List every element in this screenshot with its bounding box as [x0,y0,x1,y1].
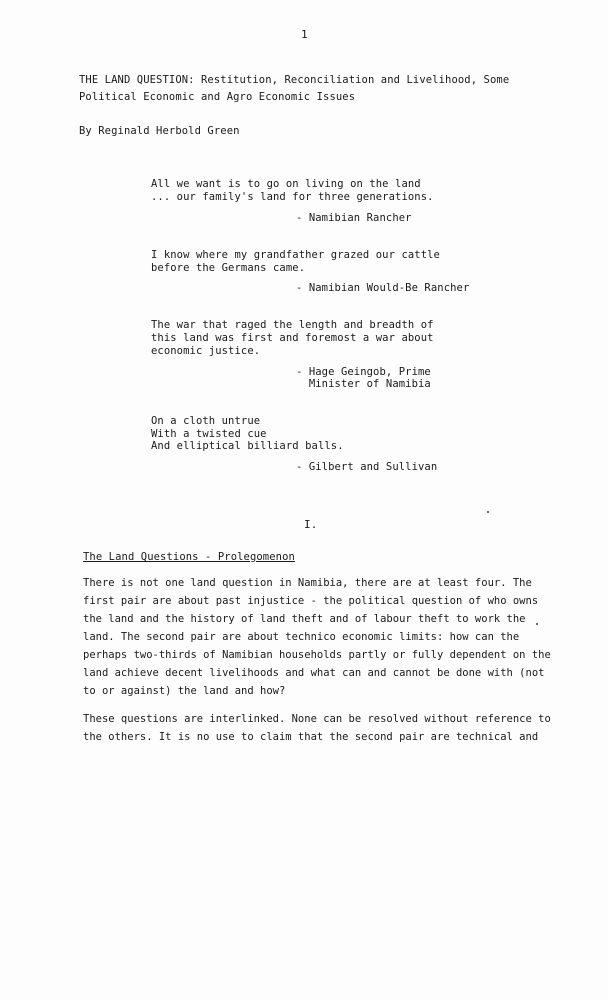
scan-speck [536,623,538,625]
title-line-2: Political Economic and Agro Economic Issues [79,91,356,103]
epigraph-3-attribution-1: - Hage Geingob, Prime [296,366,431,378]
paragraph-2-line-1: These questions are interlinked. None can be resolved without reference to [83,713,551,725]
epigraph-4-line-1: On a cloth untrue [151,415,261,427]
paragraph-1-line-7: to or against) the land and how? [83,685,286,697]
epigraph-2-line-1: I know where my grandfather grazed our cattle [151,249,440,261]
page-number: 1 [301,28,308,41]
author-byline: By Reginald Herbold Green [79,125,240,137]
epigraph-4-attribution: - Gilbert and Sullivan [296,461,438,473]
section-heading: The Land Questions - Prolegomenon [83,551,295,563]
epigraph-2-line-2: before the Germans came. [151,262,306,274]
paragraph-1-line-6: land achieve decent livelihoods and what can and cannot be done with (not [83,667,545,679]
section-number: I. [304,518,318,531]
epigraph-3-line-2: this land was first and foremost a war about [151,332,434,344]
epigraph-1-line-2: ... our family's land for three generations. [151,191,434,203]
epigraph-3-attribution-2: Minister of Namibia [296,378,431,390]
paragraph-1-line-5: perhaps two-thirds of Namibian households partly or fully dependent on the [83,649,551,661]
scan-speck [487,511,489,513]
title-line-1: THE LAND QUESTION: Restitution, Reconciliation and Livelihood, Some [79,74,510,86]
paragraph-2-line-2: the others. It is no use to claim that the second pair are technical and [83,731,539,743]
epigraph-3-line-1: The war that raged the length and breadth of [151,319,434,331]
epigraph-1-attribution: - Namibian Rancher [296,212,412,224]
paragraph-1-line-2: first pair are about past injustice - the political question of who owns [83,595,539,607]
epigraph-3-line-3: economic justice. [151,345,261,357]
epigraph-1-line-1: All we want is to go on living on the land [151,178,421,190]
epigraph-2-attribution: - Namibian Would-Be Rancher [296,282,470,294]
epigraph-4-line-3: And elliptical billiard balls. [151,440,344,452]
paragraph-1-line-4: land. The second pair are about technico economic limits: how can the [83,631,520,643]
paragraph-1-line-1: There is not one land question in Namibia, there are at least four. The [83,577,532,589]
paragraph-1-line-3: the land and the history of land theft and of labour theft to work the [83,613,526,625]
epigraph-4-line-2: With a twisted cue [151,428,267,440]
